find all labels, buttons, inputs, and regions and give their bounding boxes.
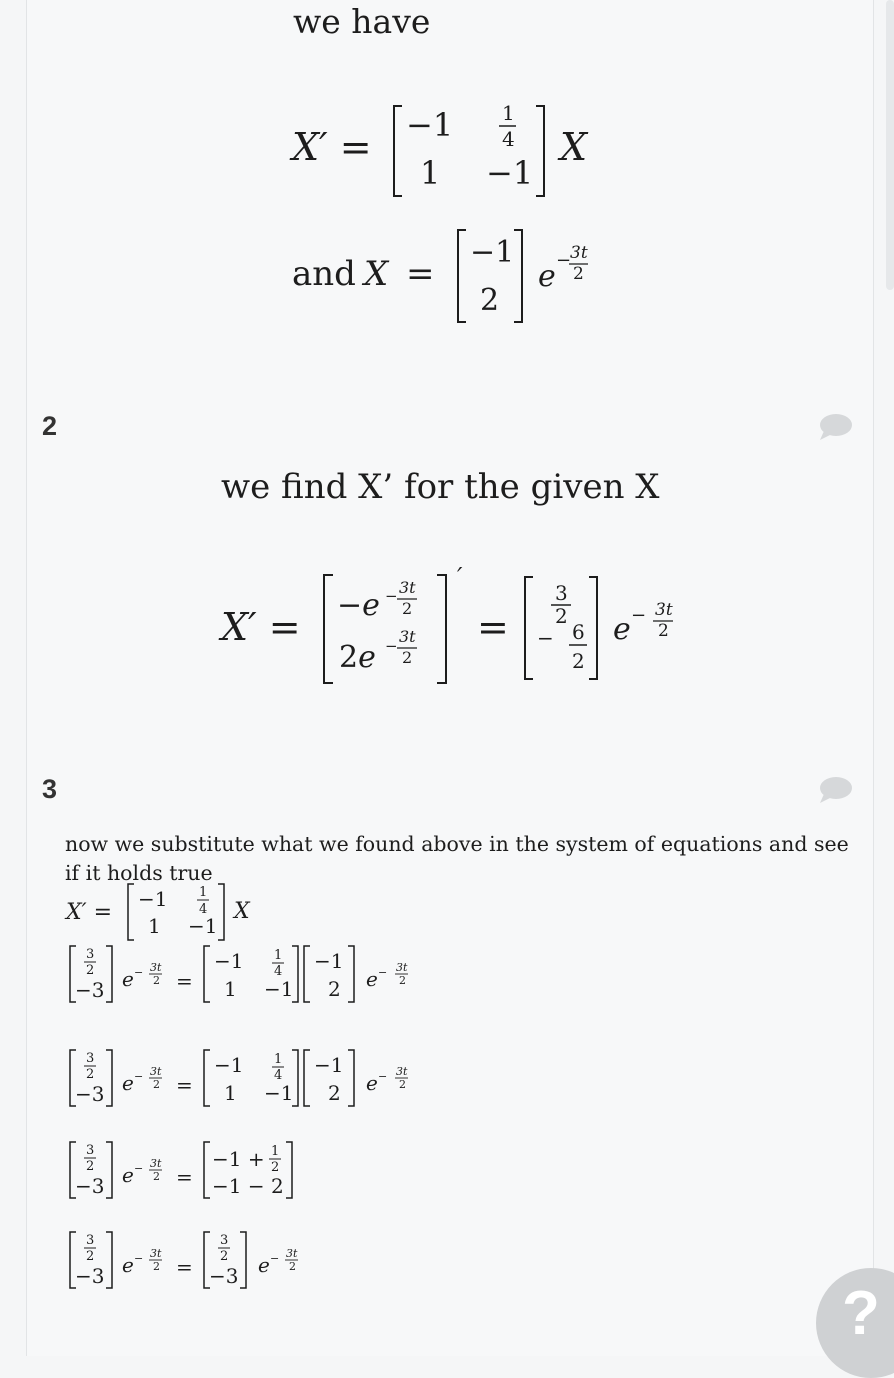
help-question-icon: ? xyxy=(842,1279,880,1348)
svg-text:3: 3 xyxy=(220,1233,229,1248)
svg-text:−: − xyxy=(134,1162,144,1175)
svg-text:=: = xyxy=(176,1255,193,1279)
svg-text:e: e xyxy=(366,967,378,991)
svg-text:1: 1 xyxy=(148,914,161,938)
svg-text:3t: 3t xyxy=(150,1065,162,1078)
matrix-a12-num: 1 xyxy=(502,101,515,125)
svg-text:1: 1 xyxy=(224,977,237,1001)
svg-text:2: 2 xyxy=(658,621,669,641)
svg-text:2: 2 xyxy=(289,1260,296,1273)
svg-text:3: 3 xyxy=(555,581,568,605)
svg-text:−: − xyxy=(134,966,144,979)
step1-intro: we have xyxy=(293,2,431,41)
svg-text:2: 2 xyxy=(86,1159,95,1174)
svg-text:2: 2 xyxy=(86,1067,95,1082)
svg-text:=: = xyxy=(477,605,509,649)
svg-text:′: ′ xyxy=(457,565,463,591)
svg-text:1: 1 xyxy=(274,1052,283,1067)
step3-text-line2: if it holds true xyxy=(65,861,213,885)
svg-text:−: − xyxy=(270,1252,280,1265)
svg-text:e: e xyxy=(122,967,134,991)
svg-text:3t: 3t xyxy=(570,243,588,263)
svg-text:3t: 3t xyxy=(399,627,416,646)
svg-text:1: 1 xyxy=(271,1144,280,1159)
svg-text:e: e xyxy=(258,1253,270,1277)
svg-text:3: 3 xyxy=(86,1051,95,1066)
step1-eq1-lhs: X′ = xyxy=(292,125,372,169)
svg-text:−3: −3 xyxy=(75,1264,105,1288)
svg-text:e: e xyxy=(366,1071,378,1095)
svg-text:4: 4 xyxy=(199,902,208,917)
step3-substitution xyxy=(60,880,480,1330)
step1-eq2-and: and xyxy=(292,254,356,294)
svg-text:1: 1 xyxy=(199,885,208,900)
svg-text:2: 2 xyxy=(328,1081,341,1105)
step2-text: we find X’ for the given X xyxy=(221,467,660,507)
d-top: −e xyxy=(337,588,380,623)
svg-text:−1: −1 xyxy=(214,1053,244,1077)
svg-text:2: 2 xyxy=(220,1249,229,1264)
svg-text:=: = xyxy=(176,1073,193,1097)
svg-text:−1: −1 xyxy=(138,887,168,911)
svg-text:e: e xyxy=(122,1163,134,1187)
svg-text:2: 2 xyxy=(153,1170,160,1183)
svg-text:2: 2 xyxy=(399,1078,406,1091)
svg-text:X: X xyxy=(234,899,250,924)
step3-text-line1: now we substitute what we found above in the system of equations and see xyxy=(65,832,849,856)
svg-text:−: − xyxy=(378,966,388,979)
vec-bot: 2 xyxy=(480,283,500,318)
svg-text:2: 2 xyxy=(153,974,160,987)
step1-eq1-rhs: X xyxy=(560,125,588,169)
svg-text:−1: −1 xyxy=(264,977,294,1001)
svg-text:2: 2 xyxy=(271,1160,280,1175)
svg-text:−: − xyxy=(378,1070,388,1083)
svg-text:4: 4 xyxy=(274,964,283,979)
svg-text:X′ =: X′ = xyxy=(221,605,301,649)
svg-text:−: − xyxy=(134,1070,144,1083)
svg-text:−3: −3 xyxy=(75,978,105,1002)
svg-text:2: 2 xyxy=(153,1260,160,1273)
svg-text:−: − xyxy=(385,637,398,655)
svg-text:2: 2 xyxy=(402,648,413,667)
svg-text:3t: 3t xyxy=(150,1157,162,1170)
svg-text:3: 3 xyxy=(86,947,95,962)
step-3-number: 3 xyxy=(42,774,58,804)
svg-text:=: = xyxy=(176,969,193,993)
svg-text:−1: −1 xyxy=(314,1053,344,1077)
comment-icon[interactable] xyxy=(818,413,852,441)
svg-text:X: X xyxy=(364,254,389,294)
svg-text:3: 3 xyxy=(86,1143,95,1158)
svg-text:4: 4 xyxy=(274,1068,283,1083)
svg-text:3t: 3t xyxy=(286,1247,298,1260)
vec-top: −1 xyxy=(470,235,515,270)
svg-text:e: e xyxy=(122,1253,134,1277)
svg-text:=: = xyxy=(406,254,435,294)
svg-text:2: 2 xyxy=(555,604,568,628)
svg-text:−: − xyxy=(556,250,572,271)
svg-text:−: − xyxy=(537,626,554,650)
svg-text:3t: 3t xyxy=(396,1065,408,1078)
svg-text:2: 2 xyxy=(86,963,95,978)
svg-text:2: 2 xyxy=(328,977,341,1001)
step2-derivative-equation xyxy=(215,565,695,695)
svg-text:−1: −1 xyxy=(314,949,344,973)
svg-text:2: 2 xyxy=(399,974,406,987)
svg-text:−: − xyxy=(631,605,647,626)
svg-text:2: 2 xyxy=(86,1249,95,1264)
svg-text:e: e xyxy=(538,259,556,294)
matrix-a12-den: 4 xyxy=(502,127,515,151)
svg-text:3t: 3t xyxy=(150,1247,162,1260)
svg-text:−3: −3 xyxy=(75,1082,105,1106)
comment-icon[interactable] xyxy=(818,776,852,804)
svg-text:e: e xyxy=(613,612,631,647)
matrix-a22: −1 xyxy=(486,154,534,192)
matrix-a21: 1 xyxy=(420,154,441,192)
svg-text:2: 2 xyxy=(572,649,585,673)
svg-text:e: e xyxy=(122,1071,134,1095)
svg-text:1: 1 xyxy=(224,1081,237,1105)
svg-text:=: = xyxy=(176,1165,193,1189)
svg-text:X′ =: X′ = xyxy=(66,900,113,925)
matrix-a11: −1 xyxy=(406,106,454,144)
svg-text:−3: −3 xyxy=(209,1264,239,1288)
svg-text:3t: 3t xyxy=(399,578,416,597)
svg-text:2: 2 xyxy=(153,1078,160,1091)
svg-text:−1: −1 xyxy=(264,1081,294,1105)
svg-text:−1: −1 xyxy=(188,914,218,938)
svg-text:6: 6 xyxy=(572,620,585,644)
svg-text:2: 2 xyxy=(402,599,413,618)
scrollbar[interactable] xyxy=(886,0,894,290)
step-2-number: 2 xyxy=(42,411,58,441)
svg-text:3: 3 xyxy=(86,1233,95,1248)
svg-text:3t: 3t xyxy=(150,961,162,974)
svg-text:3t: 3t xyxy=(396,961,408,974)
svg-text:−: − xyxy=(134,1252,144,1265)
svg-text:−1 − 2: −1 − 2 xyxy=(212,1174,284,1198)
svg-text:−: − xyxy=(385,587,398,605)
svg-text:−1: −1 xyxy=(214,949,244,973)
svg-text:3t: 3t xyxy=(655,600,673,620)
step1-equations xyxy=(280,90,610,330)
d-bot: 2e xyxy=(339,640,376,675)
svg-text:−3: −3 xyxy=(75,1174,105,1198)
svg-text:−1 +: −1 + xyxy=(212,1147,265,1171)
svg-text:1: 1 xyxy=(274,948,283,963)
svg-text:2: 2 xyxy=(573,264,584,284)
